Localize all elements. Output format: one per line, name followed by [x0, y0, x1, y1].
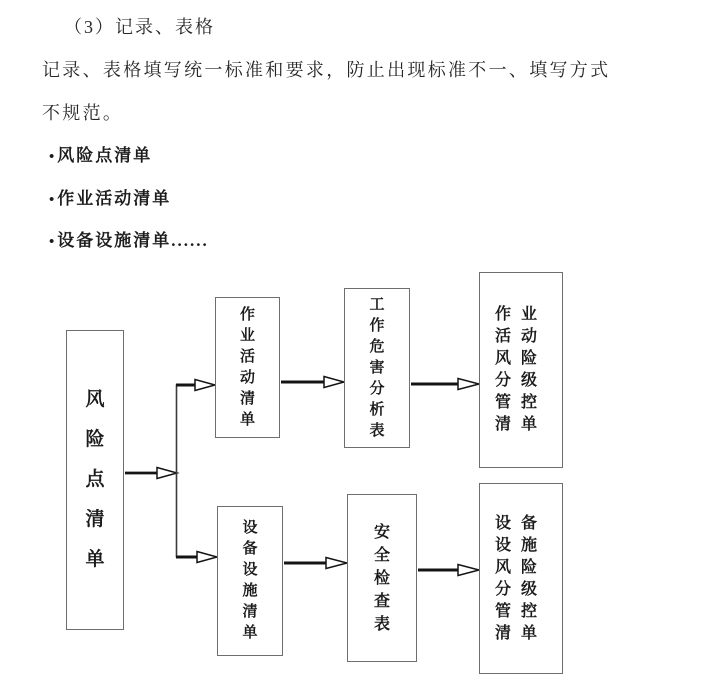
node-safety-check-table	[347, 494, 417, 662]
bullet-icon: •	[49, 192, 57, 208]
section-heading: （3）记录、表格	[64, 17, 215, 37]
node-label: 安全检查表	[373, 523, 390, 633]
node-work-activity-list	[215, 297, 280, 438]
node-job-hazard-analysis-table	[344, 288, 410, 448]
node-label: 作业活动风险分级管控清单	[495, 306, 548, 433]
arrow-junction-to-work-activity	[176, 380, 215, 391]
paragraph-line-1: 记录、表格填写统一标准和要求，防止出现标准不一、填写方式	[42, 60, 611, 80]
bullet-label: 作业活动清单	[57, 189, 172, 208]
node-equipment-facility-risk-control-list	[479, 483, 563, 674]
arrow-safety-check-to-risk-control	[418, 565, 479, 576]
bullet-icon: •	[49, 234, 57, 250]
bullet-item-work-activity-list	[49, 184, 171, 209]
node-label: 设备设施清单	[242, 520, 258, 641]
bullet-label: 设备设施清单......	[57, 231, 209, 250]
node-work-activity-risk-control-list	[479, 272, 563, 468]
arrow-risk-to-junction	[125, 468, 177, 479]
arrow-equipment-to-safety-check	[284, 558, 347, 569]
node-label: 风险点清单	[85, 389, 105, 570]
node-risk-point-list	[66, 330, 124, 630]
bullet-item-risk-point-list	[49, 141, 152, 166]
arrow-hazard-analysis-to-risk-control	[411, 379, 479, 390]
node-label: 设备设施风险分级管控清单	[495, 514, 548, 642]
node-label: 工作危害分析表	[369, 296, 385, 439]
node-equipment-facility-list	[217, 506, 283, 656]
bullet-icon: •	[49, 149, 57, 165]
arrow-work-activity-to-hazard-analysis	[281, 377, 344, 388]
arrow-junction-to-equipment	[176, 552, 217, 563]
bullet-label: 风险点清单	[57, 146, 153, 165]
paragraph-line-2: 不规范。	[42, 103, 124, 123]
node-label: 作业活动清单	[239, 306, 255, 428]
bullet-item-equipment-facility-list	[49, 226, 209, 251]
